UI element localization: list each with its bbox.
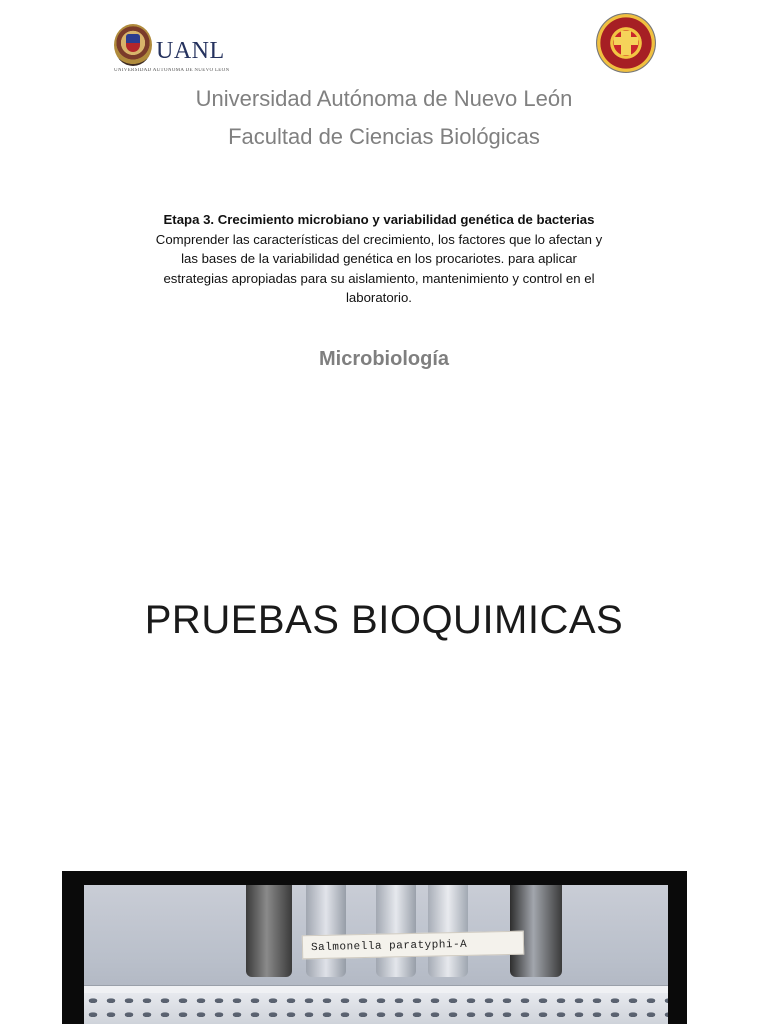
crest-cross-icon <box>621 31 631 55</box>
university-name: Universidad Autónoma de Nuevo León <box>195 86 573 111</box>
test-tube <box>246 885 292 977</box>
test-tube <box>376 885 416 977</box>
stage-title: Etapa 3. Crecimiento microbiano y variabilidad genética de bacterias <box>163 212 595 227</box>
course-name: Microbiología <box>319 348 449 370</box>
faculty-name: Facultad de Ciencias Biológicas <box>228 124 540 149</box>
uanl-logo <box>112 22 230 80</box>
uanl-logo-subtitle: UNIVERSIDAD AUTÓNOMA DE NUEVO LEÓN <box>114 68 230 73</box>
tube-label: Salmonella paratyphi-A <box>302 931 524 960</box>
tube-rack <box>84 993 668 1024</box>
test-tube <box>306 885 346 977</box>
uanl-wordmark: UANL <box>156 38 225 64</box>
main-title: PRUEBAS BIOQUIMICAS <box>144 598 624 642</box>
photo-scene <box>84 885 668 1024</box>
fcb-crest-icon <box>597 14 655 72</box>
stage-block <box>150 210 608 308</box>
uanl-shield-icon <box>114 24 152 66</box>
stage-description: Comprender las características del crecimiento, los factores que lo afectan y las bases de la variabilidad genética en los procariotes. para aplicar estrategias apropiadas para su aislamiento, mantenimiento y control en el laboratorio. <box>155 231 603 305</box>
lab-photo <box>62 871 687 1024</box>
